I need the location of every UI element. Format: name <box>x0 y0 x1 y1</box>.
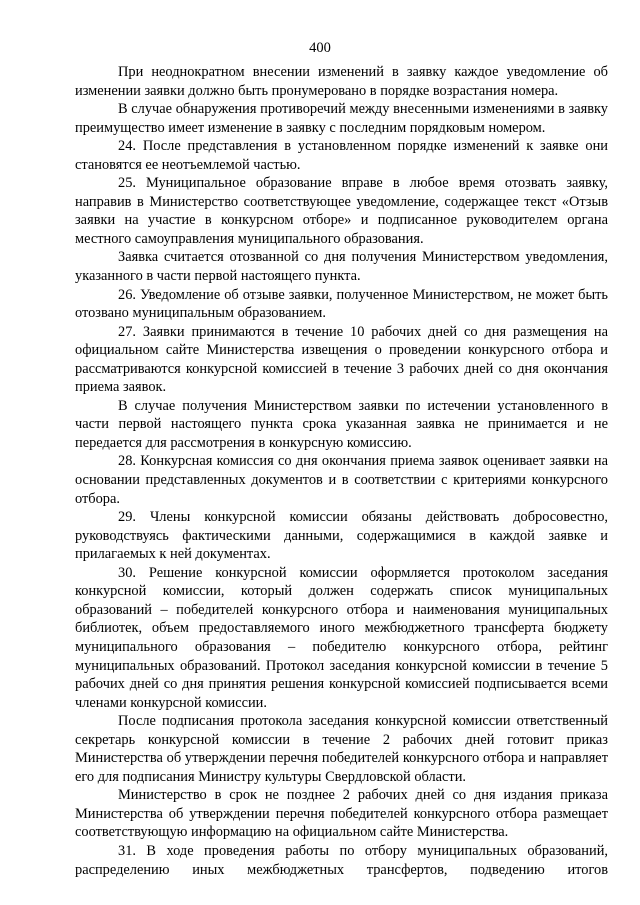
paragraph-item-28: 28. Конкурсная комиссия со дня окончания приема заявок оценивает заявки на основании представленных документов и в соответствии с критериями конкурсного отбора. <box>75 453 608 507</box>
paragraph-withdrawal-date: Заявка считается отозванной со дня получения Министерством уведомления, указанного в части первой настоящего пункта. <box>75 249 608 285</box>
paragraph-item-31: 31. В ходе проведения работы по отбору муниципальных образований, распределению иных межбюджетных трансфертов, подведению итогов <box>75 842 608 878</box>
paragraph-item-24: 24. После представления в установленном порядке изменений к заявке они становятся ее неотъемлемой частью. <box>75 138 608 173</box>
paragraph-item-27: 27. Заявки принимаются в течение 10 рабочих дней со дня размещения на официальном сайте Министерства извещения о проведении конкурсного отбора и рассматриваются конкурсной комиссией в течение 3 рабочих дней со дня окончания приема заявок. <box>75 323 608 396</box>
paragraph-item-26: 26. Уведомление об отзыве заявки, полученное Министерством, не может быть отозвано муниципальным образованием. <box>75 286 608 322</box>
paragraph-item-29: 29. Члены конкурсной комиссии обязаны действовать добросовестно, руководствуясь фактическими данными, содержащимися в каждой заявке и прилагаемых к ней документах. <box>75 509 608 563</box>
page-number: 400 <box>309 40 331 56</box>
paragraph-late-application: В случае получения Министерством заявки по истечении установленного в части первой настоящего пункта срока указанная заявка не принимается и не передается для рассмотрения в конкурсную комиссию. <box>75 397 608 451</box>
paragraph-item-25: 25. Муниципальное образование вправе в любое время отозвать заявку, направив в Министерство соответствующее уведомление, содержащее текст «Отзыв заявки на участие в конкурсном отборе» и подписанное руководителем органа местного самоуправления муниципального образования. <box>75 175 608 247</box>
paragraph-publication: Министерство в срок не позднее 2 рабочих дней со дня издания приказа Министерства об утверждении перечня победителей конкурсного отбора размещает соответствующую информацию на официальном сайте Министерства. <box>75 787 608 841</box>
paragraph-protocol-signing: После подписания протокола заседания конкурсной комиссии ответственный секретарь конкурсной комиссии в течение 2 рабочих дней готовит приказ Министерства об утверждении перечня победителей конкурсного отбора и направляет его для подписания Министру культуры Свердловской области. <box>75 713 608 785</box>
paragraph-item-30: 30. Решение конкурсной комиссии оформляется протоколом заседания конкурсной комиссии, который должен содержать список муниципальных образований – победителей конкурсного отбора и наименования муниципальных библиотек, объем предоставляемого иного межбюджетного трансферта бюджету муниципального образования – победителю конкурсного отбора, рейтинг муниципальных образований. Протокол заседания конкурсной комиссии в течение 5 рабочих дней со дня принятия решения конкурсной комиссией подписывается всеми членами конкурсной комиссии. <box>75 564 608 711</box>
paragraph-change-numbering: При неоднократном внесении изменений в заявку каждое уведомление об изменении заявки должно быть пронумеровано в порядке возрастания номера. <box>75 64 608 99</box>
paragraph-contradictions: В случае обнаружения противоречий между внесенными изменениями в заявку преимущество имеет изменение в заявку с последним порядковым номером. <box>75 101 608 136</box>
body-text <box>75 63 608 879</box>
